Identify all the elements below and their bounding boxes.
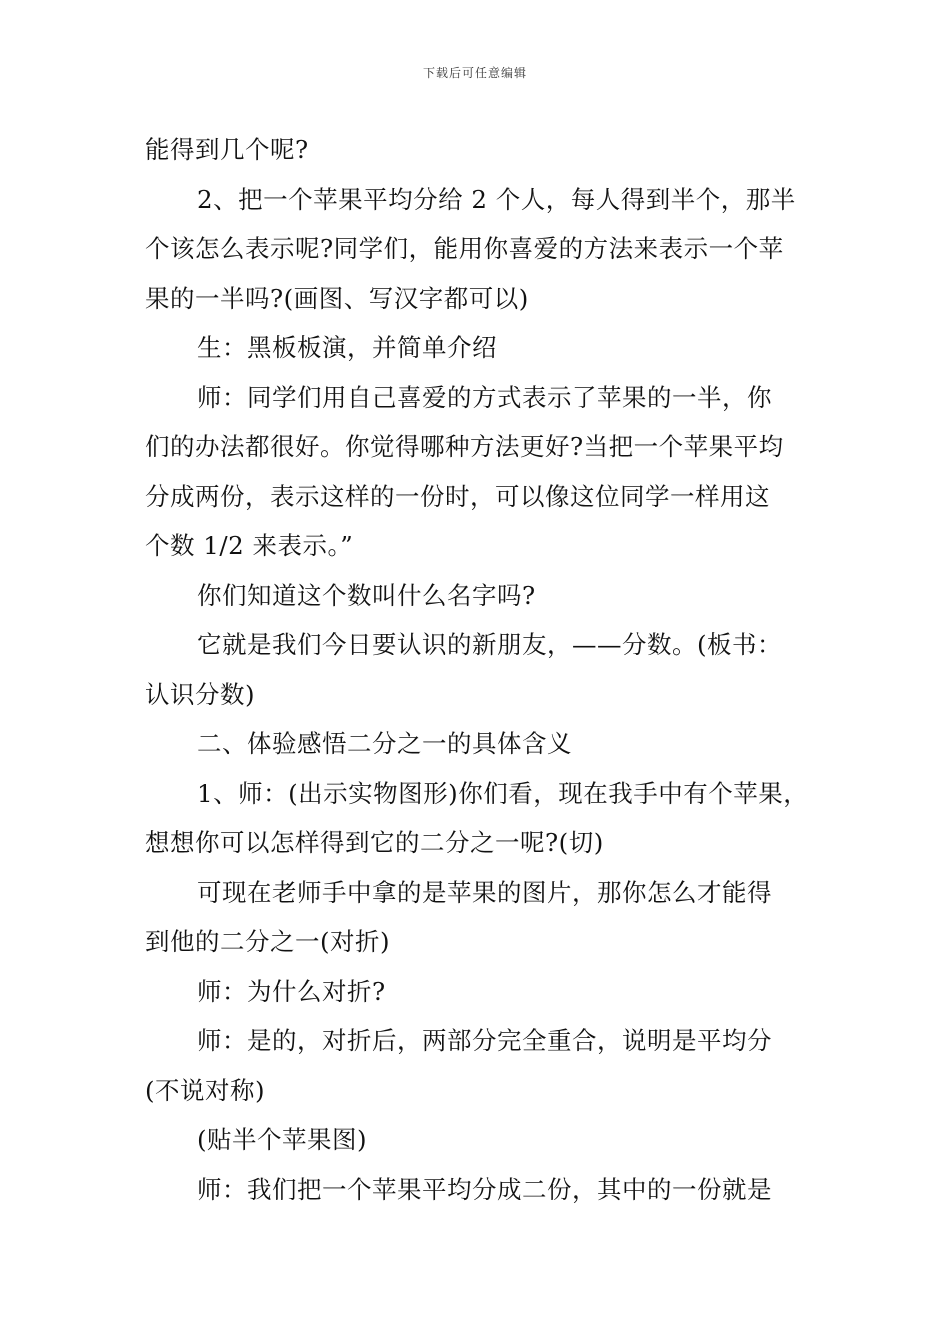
text-line: (不说对称) [145,1075,266,1105]
text-line: 个该怎么表示呢?同学们，能用你喜爱的方法来表示一个苹 [145,234,784,263]
text-line: 能得到几个呢? [145,135,309,164]
text-line: 师：同学们用自己喜爱的方式表示了苹果的一半，你 [197,382,772,412]
document-body [145,125,835,1214]
text-line: 师：是的，对折后，两部分完全重合，说明是平均分 [197,1026,772,1055]
text-line: 师：为什么对折? [197,976,386,1006]
text-line: 果的一半吗?(画图、写汉字都可以) [145,283,529,313]
text-line: 分成两份，表示这样的一份时，可以像这位同学一样用这 [145,481,770,511]
text-line: 到他的二分之一(对折) [145,927,391,956]
text-line: 师：我们把一个苹果平均分成二份，其中的一份就是 [197,1174,772,1204]
text-line: 想想你可以怎样得到它的二分之一呢?(切) [145,828,604,857]
text-line: 生：黑板板演，并简单介绍 [197,333,497,362]
text-line: (贴半个苹果图) [197,1125,368,1154]
text-line: 可现在老师手中拿的是苹果的图片，那你怎么才能得 [197,877,772,907]
text-line: 你们知道这个数叫什么名字吗? [197,580,536,610]
text-line: 认识分数) [145,679,256,709]
text-line: 2、把一个苹果平均分给 2 个人，每人得到半个，那半 [197,184,796,214]
text-line: 它就是我们今日要认识的新朋友，——分数。(板书： [197,630,783,659]
text-line: 个数 1/2 来表示。” [145,531,354,560]
text-line: 1、师：(出示实物图形)你们看，现在我手中有个苹果， [197,778,809,808]
text-line: 们的办法都很好。你觉得哪种方法更好?当把一个苹果平均 [145,432,784,461]
page-header: 下载后可任意编辑 [422,66,527,80]
section-heading: 二、体验感悟二分之一的具体含义 [197,729,572,758]
